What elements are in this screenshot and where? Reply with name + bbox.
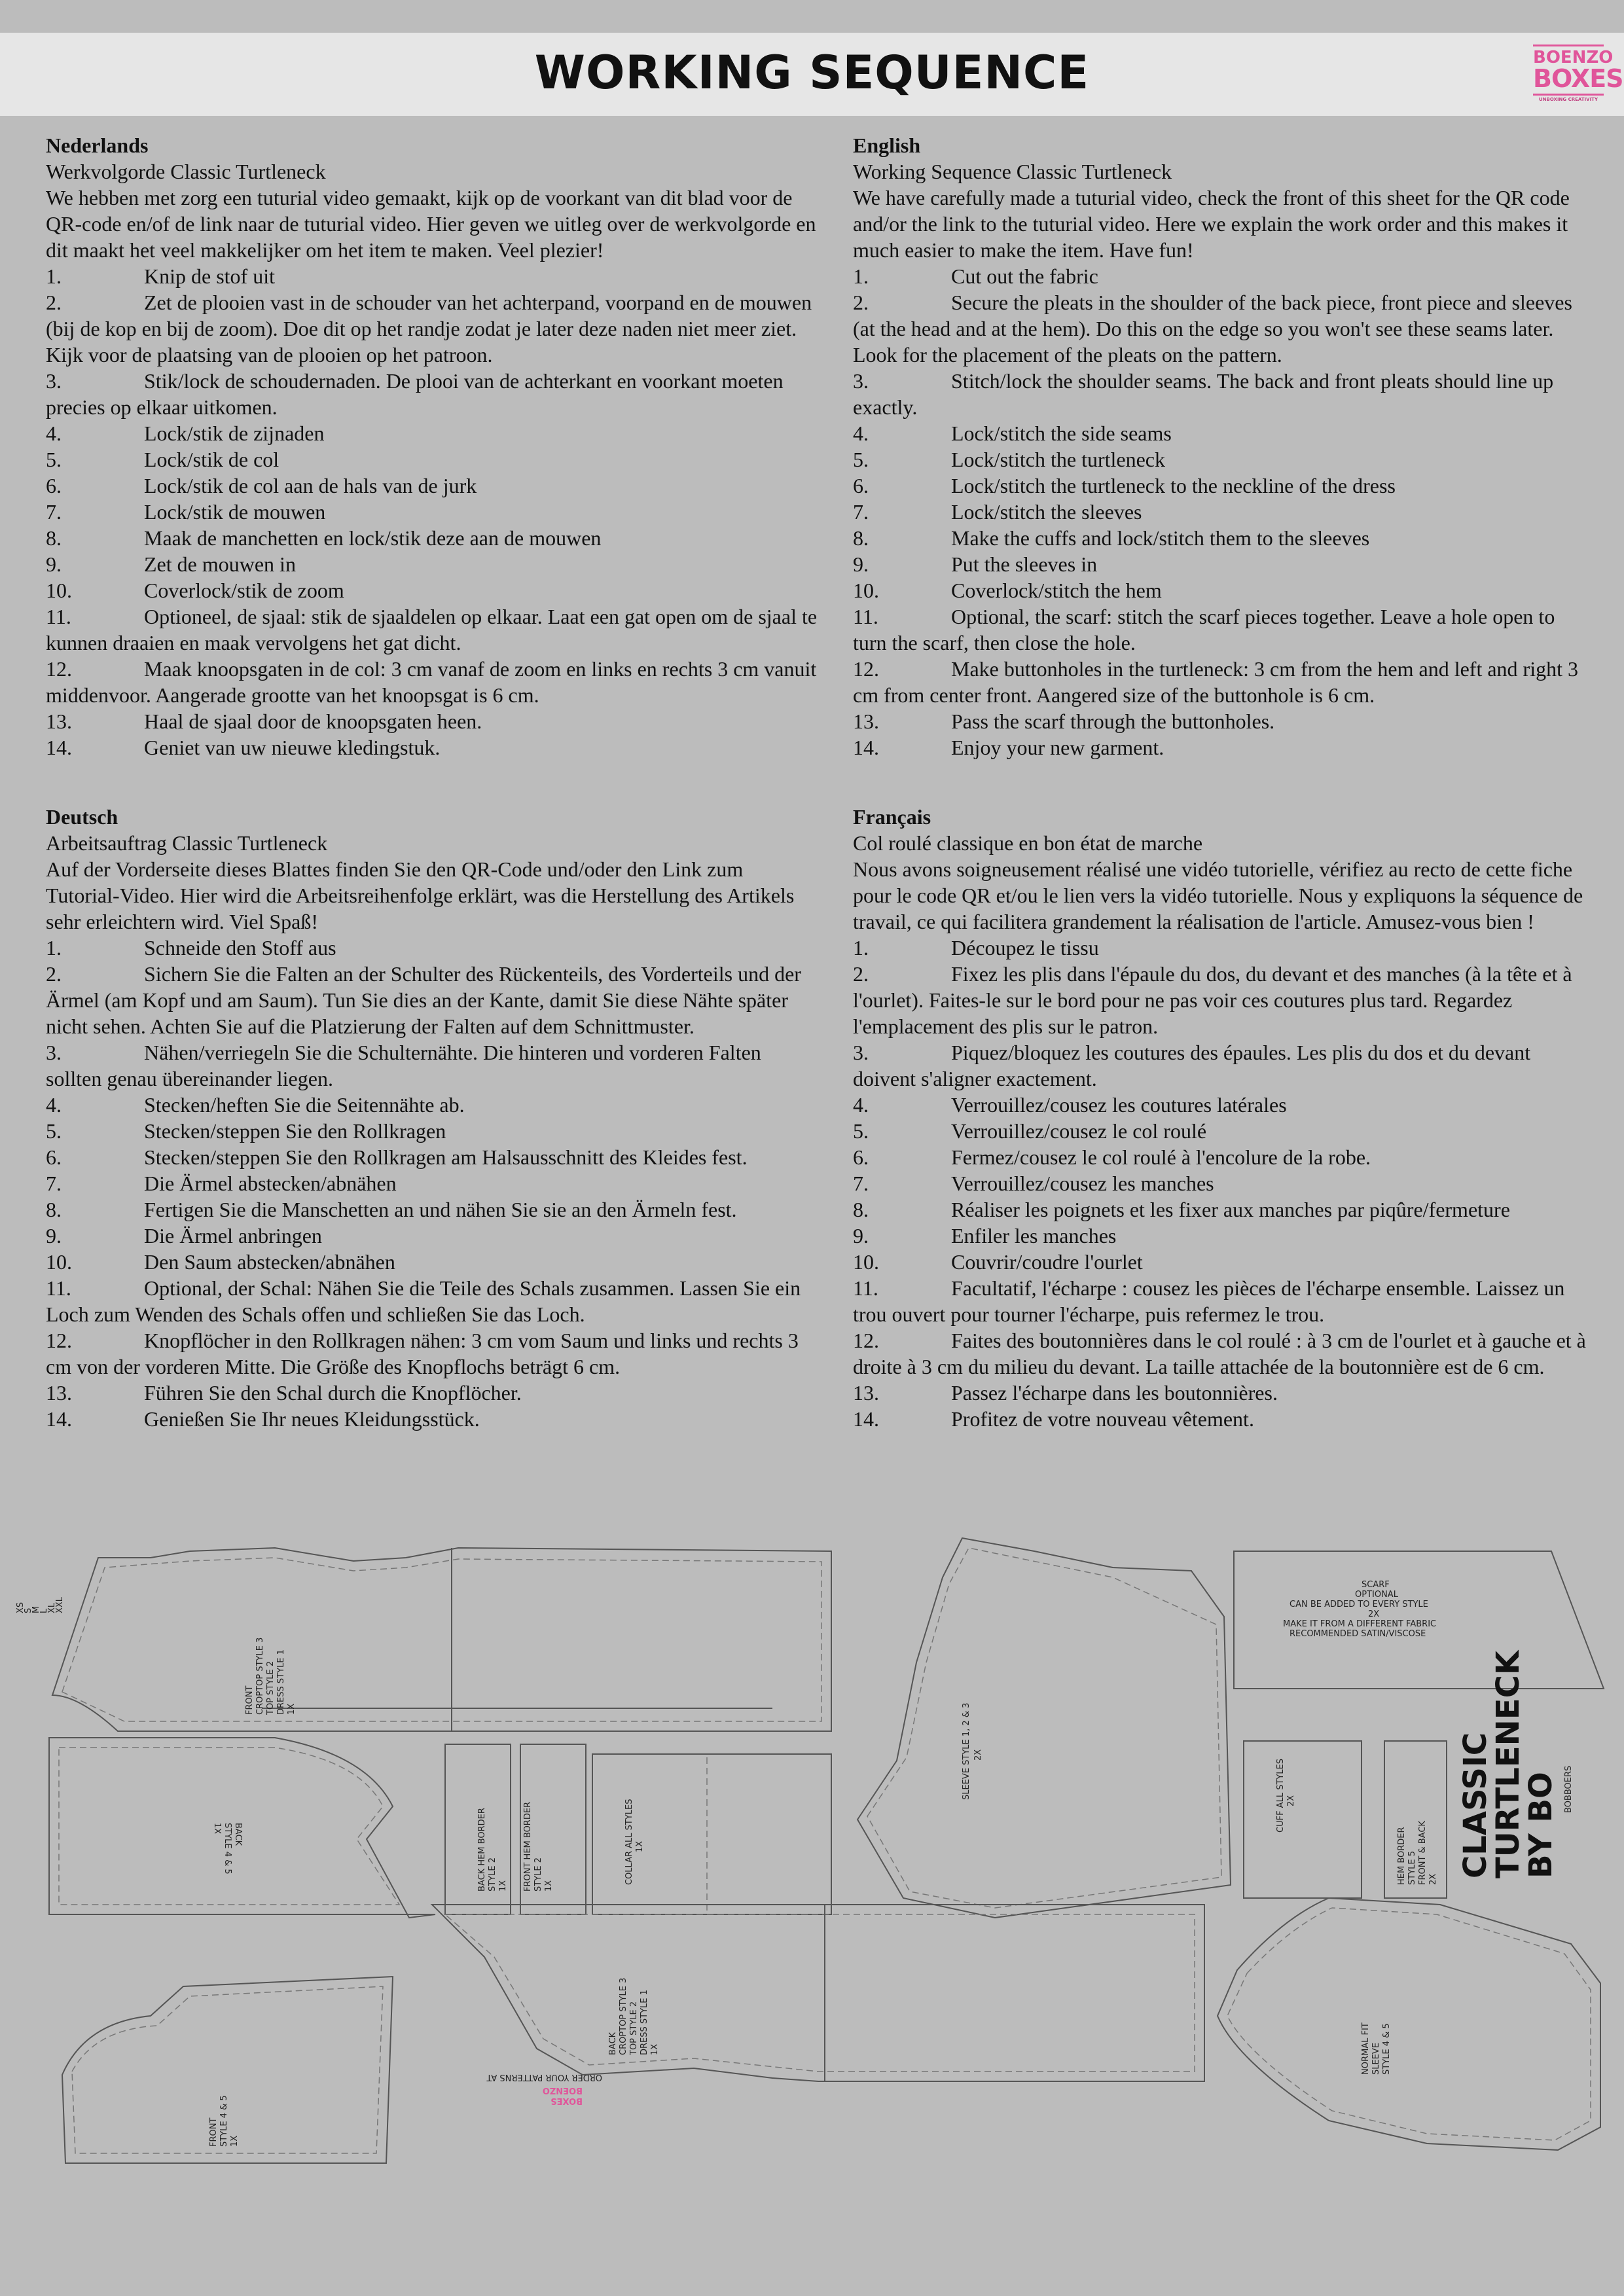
front-hem-line: STYLE 2 xyxy=(533,1857,543,1892)
scarf-line: SCARF xyxy=(1362,1580,1390,1590)
label-front-hem-border xyxy=(523,1802,554,1892)
collar-line: COLLAR ALL STYLES xyxy=(624,1799,634,1885)
section-language: Français xyxy=(853,805,931,829)
step-number: 2. xyxy=(46,962,62,986)
step-number: 7. xyxy=(46,1172,62,1195)
step-number: 14. xyxy=(46,1407,72,1431)
step-text: Passez l'écharpe dans les boutonnières. xyxy=(951,1381,1278,1405)
step-text: Cut out the fabric xyxy=(951,264,1098,288)
step-text: Nähen/verriegeln Sie die Schulternähte. Die hinteren und vorderen Falten sollten genau übereinander liegen. xyxy=(46,1041,761,1090)
step-item xyxy=(46,961,820,1039)
step-item xyxy=(853,1170,1594,1196)
step-item xyxy=(46,1406,820,1432)
step-text: Haal de sjaal door de knoopsgaten heen. xyxy=(144,709,482,733)
step-item xyxy=(853,1327,1594,1380)
step-item xyxy=(46,935,820,961)
step-text: Optional, the scarf: stitch the scarf pieces together. Leave a hole open to turn the scarf, then close the hole. xyxy=(853,605,1555,655)
front-hem-line: FRONT HEM BORDER xyxy=(523,1801,533,1892)
sleeve-line: SLEEVE STYLE 1, 2 & 3 xyxy=(962,1702,971,1800)
step-number: 7. xyxy=(853,500,869,524)
step-text: Geniet van uw nieuwe kledingstuk. xyxy=(144,736,441,759)
step-item xyxy=(853,603,1587,656)
step-item xyxy=(46,1118,820,1144)
step-text: Couvrir/coudre l'ourlet xyxy=(951,1250,1143,1274)
hem5-line: 2X xyxy=(1428,1873,1438,1885)
step-number: 13. xyxy=(853,709,879,733)
step-text: Fixez les plis dans l'épaule du dos, du devant et des manches (à la tête et à l'ourlet). Faites-le sur le bord pour ne pas voir ces coutures plus tard. Regardez l'emplacement des plis sur le patron. xyxy=(853,962,1572,1038)
step-text: Lock/stik de col aan de hals van de jurk xyxy=(144,474,477,497)
step-number: 4. xyxy=(853,1093,869,1117)
back-hem-line: BACK HEM BORDER xyxy=(477,1808,487,1892)
section-intro: Auf der Vorderseite dieses Blattes finden Sie den QR-Code und/oder den Link zum Tutorial-Video. Hier wird die Arbeitsreihenfolge erklärt, was die Herstellung des Artikels sehr erleichtern wird. Viel Spaß! xyxy=(46,857,795,933)
step-item xyxy=(853,577,1587,603)
back-bottom-line: 1X xyxy=(650,2043,660,2055)
pattern-normal-fit-sleeve xyxy=(1218,1898,1600,2150)
step-text: Pass the scarf through the buttonholes. xyxy=(951,709,1275,733)
back-bottom-line: CROPTOP STYLE 3 xyxy=(619,1977,628,2055)
step-text: Verrouillez/cousez le col roulé xyxy=(951,1119,1207,1143)
normal-fit-line: SLEEVE xyxy=(1371,2042,1381,2075)
step-item xyxy=(46,289,820,368)
step-number: 11. xyxy=(46,1276,71,1300)
step-text: Découpez le tissu xyxy=(951,936,1099,960)
step-text: Optional, der Schal: Nähen Sie die Teile des Schals zusammen. Lassen Sie ein Loch zum Wenden des Schals offen und schließen Sie das Loch. xyxy=(46,1276,801,1326)
step-text: Fermez/cousez le col roulé à l'encolure de la robe. xyxy=(951,1145,1371,1169)
step-number: 5. xyxy=(46,448,62,471)
back-bottom-line: TOP STYLE 2 xyxy=(629,2001,639,2055)
step-text: Secure the pleats in the shoulder of the back piece, front piece and sleeves (at the head and at the hem). Do this on the edge so you won't see these seams later. Look for the placement of the pleats on the pattern. xyxy=(853,291,1572,367)
size-label: M xyxy=(31,1605,41,1613)
order-logo-line: BOXES xyxy=(550,2096,583,2106)
step-number: 2. xyxy=(853,962,869,986)
order-text: ORDER YOUR PATTERNS AT xyxy=(486,2072,602,2082)
step-number: 10. xyxy=(46,1250,72,1274)
step-number: 3. xyxy=(853,369,869,393)
cuff-line: CUFF ALL STYLES xyxy=(1276,1758,1286,1833)
step-text: Lock/stik de zijnaden xyxy=(144,422,325,445)
step-number: 1. xyxy=(853,264,869,288)
step-number: 9. xyxy=(853,552,869,576)
step-number: 6. xyxy=(46,1145,62,1169)
section-subtitle: Working Sequence Classic Turtleneck xyxy=(853,160,1172,183)
step-item xyxy=(46,1249,820,1275)
back-bottom-line: DRESS STYLE 1 xyxy=(640,1990,649,2055)
step-number: 5. xyxy=(853,1119,869,1143)
pattern-front-top xyxy=(52,1548,831,1731)
step-text: Make buttonholes in the turtleneck: 3 cm from the hem and left and right 3 cm from center front. Aangered size of the buttonhole is 6 cm. xyxy=(853,657,1578,707)
step-text: Den Saum abstecken/abnähen xyxy=(144,1250,395,1274)
boenzo-boxes-logo xyxy=(1533,45,1623,103)
back-hem-line: STYLE 2 xyxy=(488,1857,497,1892)
step-number: 8. xyxy=(46,526,62,550)
step-item xyxy=(853,263,1587,289)
back-45-line: 1X xyxy=(212,1823,222,1835)
logo-tagline: UNBOXING CREATIVITY xyxy=(1533,94,1604,102)
step-number: 7. xyxy=(853,1172,869,1195)
label-front-top xyxy=(245,1638,297,1715)
label-back-bottom xyxy=(608,1978,660,2056)
step-text: Lock/stitch the turtleneck to the neckline of the dress xyxy=(951,474,1396,497)
hem5-line: STYLE 5 xyxy=(1407,1851,1417,1885)
brand-title xyxy=(1457,1649,1559,1878)
section-subtitle: Arbeitsauftrag Classic Turtleneck xyxy=(46,831,328,855)
label-back-hem-border xyxy=(477,1808,508,1892)
size-label: XXL xyxy=(55,1596,65,1613)
step-text: Zet de mouwen in xyxy=(144,552,296,576)
step-item xyxy=(853,935,1594,961)
step-number: 6. xyxy=(46,474,62,497)
step-text: Piquez/bloquez les coutures des épaules. Les plis du dos et du devant doivent s'aligner exactement. xyxy=(853,1041,1531,1090)
step-item xyxy=(853,1144,1594,1170)
step-item xyxy=(853,1275,1594,1327)
front-45-line: STYLE 4 & 5 xyxy=(219,2095,229,2147)
size-label: XS xyxy=(16,1602,26,1613)
step-number: 12. xyxy=(853,1329,879,1352)
step-text: Maak de manchetten en lock/stik deze aan de mouwen xyxy=(144,526,602,550)
step-item xyxy=(46,446,820,473)
step-number: 9. xyxy=(46,1224,62,1247)
step-item xyxy=(46,1196,820,1223)
page-title: WORKING SEQUENCE xyxy=(534,46,1090,99)
step-item xyxy=(46,263,820,289)
step-item xyxy=(46,525,820,551)
step-item xyxy=(46,473,820,499)
pattern-sleeve xyxy=(857,1538,1231,1918)
step-number: 8. xyxy=(853,526,869,550)
step-item xyxy=(853,708,1587,734)
step-text: Enfiler les manches xyxy=(951,1224,1117,1247)
step-text: Coverlock/stitch the hem xyxy=(951,579,1162,602)
section-nederlands xyxy=(46,132,820,761)
step-number: 11. xyxy=(46,605,71,628)
step-number: 13. xyxy=(46,709,72,733)
label-back-45 xyxy=(212,1823,243,1874)
step-number: 13. xyxy=(853,1381,879,1405)
step-item xyxy=(46,368,820,420)
back-45-line: BACK xyxy=(233,1823,243,1846)
step-item xyxy=(46,1039,820,1092)
step-number: 14. xyxy=(853,736,879,759)
step-item xyxy=(853,525,1587,551)
step-item xyxy=(46,551,820,577)
step-item xyxy=(46,577,820,603)
step-number: 5. xyxy=(853,448,869,471)
pattern-cuff xyxy=(1244,1741,1362,1898)
scarf-line: CAN BE ADDED TO EVERY STYLE xyxy=(1290,1600,1428,1609)
section-intro: We hebben met zorg een tuturial video gemaakt, kijk op de voorkant van dit blad voor de QR-code en/of de link naar de tuturial video. Hier geven we uitleg over de werkvolgorde en dit maakt het veel makkelijker om het item te maken. Veel plezier! xyxy=(46,186,816,262)
step-number: 10. xyxy=(853,1250,879,1274)
step-item xyxy=(853,734,1587,761)
step-item xyxy=(853,1223,1594,1249)
step-number: 8. xyxy=(853,1198,869,1221)
step-text: Lock/stitch the turtleneck xyxy=(951,448,1165,471)
cuff-line: 2X xyxy=(1286,1795,1296,1806)
brand-small: BOBBOERS xyxy=(1564,1765,1574,1813)
step-item xyxy=(853,473,1587,499)
step-number: 10. xyxy=(853,579,879,602)
step-item xyxy=(853,420,1587,446)
step-number: 9. xyxy=(46,552,62,576)
front-top-line: 1X xyxy=(287,1703,297,1715)
step-item xyxy=(853,1380,1594,1406)
step-item xyxy=(46,734,820,761)
step-number: 1. xyxy=(46,264,62,288)
step-text: Optioneel, de sjaal: stik de sjaaldelen op elkaar. Laat een gat open om de sjaal te kunnen draaien en maak vervolgens het gat dicht. xyxy=(46,605,818,655)
step-number: 13. xyxy=(46,1381,72,1405)
step-item xyxy=(853,446,1587,473)
step-number: 1. xyxy=(853,936,869,960)
step-text: Schneide den Stoff aus xyxy=(144,936,336,960)
scarf-line: RECOMMENDED SATIN/VISCOSE xyxy=(1290,1629,1426,1639)
order-logo-line: BOENZO xyxy=(542,2085,583,2095)
step-item xyxy=(46,656,820,708)
step-item xyxy=(853,289,1587,368)
step-number: 8. xyxy=(46,1198,62,1221)
step-number: 12. xyxy=(853,657,879,681)
step-number: 3. xyxy=(46,1041,62,1064)
step-text: Stecken/steppen Sie den Rollkragen xyxy=(144,1119,446,1143)
step-item xyxy=(46,1092,820,1118)
step-item xyxy=(853,368,1587,420)
step-number: 4. xyxy=(46,1093,62,1117)
step-text: Enjoy your new garment. xyxy=(951,736,1164,759)
back-45-line: STYLE 4 & 5 xyxy=(223,1823,232,1874)
section-deutsch xyxy=(46,804,820,1432)
step-text: Stitch/lock the shoulder seams. The back and front pleats should line up exactly. xyxy=(853,369,1554,419)
hem5-line: HEM BORDER xyxy=(1397,1827,1407,1885)
section-english xyxy=(853,132,1587,761)
brand-line: CLASSIC xyxy=(1457,1732,1494,1878)
step-item xyxy=(46,1170,820,1196)
step-number: 14. xyxy=(853,1407,879,1431)
step-text: Zet de plooien vast in de schouder van het achterpand, voorpand en de mouwen (bij de kop en bij de zoom). Doe dit op het randje zodat je later deze naden niet meer ziet. Kijk voor de plaatsing van de plooien op het patroon. xyxy=(46,291,812,367)
step-text: Lock/stik de mouwen xyxy=(144,500,326,524)
step-text: Stecken/steppen Sie den Rollkragen am Halsausschnitt des Kleides fest. xyxy=(144,1145,748,1169)
header-band xyxy=(0,33,1624,116)
label-cuff xyxy=(1276,1759,1296,1833)
front-45-line: FRONT xyxy=(209,2117,219,2147)
step-item xyxy=(853,551,1587,577)
front-top-line: TOP STYLE 2 xyxy=(266,1660,276,1715)
step-text: Coverlock/stik de zoom xyxy=(144,579,344,602)
hem5-line: FRONT & BACK xyxy=(1418,1821,1428,1885)
section-language: English xyxy=(853,134,921,157)
front-top-line: DRESS STYLE 1 xyxy=(276,1649,286,1715)
brand-line: TURTLENECK xyxy=(1490,1650,1526,1878)
step-item xyxy=(46,1380,820,1406)
step-text: Faites des boutonnières dans le col roulé : à 3 cm de l'ourlet et à gauche et à droite à 3 cm du milieu du devant. La taille attachée de la boutonnière est de 6 cm. xyxy=(853,1329,1586,1378)
step-item xyxy=(853,1196,1594,1223)
step-number: 4. xyxy=(46,422,62,445)
step-text: Genießen Sie Ihr neues Kleidungsstück. xyxy=(144,1407,480,1431)
step-text: Verrouillez/cousez les manches xyxy=(951,1172,1214,1195)
step-text: Lock/stik de col xyxy=(144,448,280,471)
size-label: S xyxy=(24,1607,33,1613)
step-text: Réaliser les poignets et les fixer aux manches par piqûre/fermeture xyxy=(951,1198,1510,1221)
step-text: Maak knoopsgaten in de col: 3 cm vanaf de zoom en links en rechts 3 cm vanuit middenvoor. Aangerade grootte van het knoopsgat is 6 cm. xyxy=(46,657,817,707)
step-number: 2. xyxy=(46,291,62,314)
section-intro: We have carefully made a tuturial video, check the front of this sheet for the QR code and/or the link to the tuturial video. Here we explain the work order and this makes it much easier to make the item. Have fun! xyxy=(853,186,1570,262)
step-text: Stik/lock de schoudernaden. De plooi van de achterkant en voorkant moeten precies op elkaar uitkomen. xyxy=(46,369,784,419)
back-bottom-line: BACK xyxy=(608,2032,618,2055)
section-francais xyxy=(853,804,1594,1432)
scarf-line: OPTIONAL xyxy=(1355,1590,1398,1600)
step-text: Make the cuffs and lock/stitch them to the sleeves xyxy=(951,526,1370,550)
front-hem-line: 1X xyxy=(544,1880,554,1892)
front-top-line: FRONT xyxy=(245,1685,255,1715)
step-item xyxy=(46,1327,820,1380)
step-text: Facultatif, l'écharpe : cousez les pièces de l'écharpe ensemble. Laissez un trou ouvert pour tourner l'écharpe, puis refermez le trou. xyxy=(853,1276,1565,1326)
step-item xyxy=(853,961,1594,1039)
label-hem-border-5 xyxy=(1397,1821,1438,1885)
label-scarf xyxy=(1283,1580,1436,1639)
step-text: Fertigen Sie die Manschetten an und nähen Sie sie an den Ärmeln fest. xyxy=(144,1198,737,1221)
step-text: Put the sleeves in xyxy=(951,552,1098,576)
step-item xyxy=(853,499,1587,525)
step-text: Sichern Sie die Falten an der Schulter des Rückenteils, des Vorderteils und der Ärmel (am Kopf und am Saum). Tun Sie dies an der Kante, damit Sie diese Nähte später nicht sehen. Achten Sie auf die Platzierung der Falten auf dem Schnittmuster. xyxy=(46,962,801,1038)
scarf-line: MAKE IT FROM A DIFFERENT FABRIC xyxy=(1283,1619,1437,1629)
section-intro: Nous avons soigneusement réalisé une vidéo tutorielle, vérifiez au recto de cette fiche pour le code QR et/ou le lien vers la vidéo tutorielle. Nous y expliquons la séquence de travail, ce qui facilitera grandement la réalisation de l'article. Amusez-vous bien ! xyxy=(853,857,1583,933)
normal-fit-line: STYLE 4 & 5 xyxy=(1382,2023,1392,2075)
normal-fit-line: NORMAL FIT xyxy=(1361,2022,1371,2075)
section-subtitle: Werkvolgorde Classic Turtleneck xyxy=(46,160,326,183)
step-number: 12. xyxy=(46,1329,72,1352)
step-item xyxy=(46,1223,820,1249)
step-item xyxy=(46,708,820,734)
step-number: 6. xyxy=(853,474,869,497)
step-item xyxy=(853,1092,1594,1118)
step-item xyxy=(853,1249,1594,1275)
step-item xyxy=(46,1144,820,1170)
step-text: Stecken/heften Sie die Seitennähte ab. xyxy=(144,1093,465,1117)
step-text: Die Ärmel anbringen xyxy=(144,1224,322,1247)
pattern-back-bottom xyxy=(432,1905,1204,2081)
step-text: Die Ärmel abstecken/abnähen xyxy=(144,1172,397,1195)
section-language: Deutsch xyxy=(46,805,118,829)
label-collar xyxy=(624,1799,645,1885)
label-normal-fit xyxy=(1361,2022,1392,2075)
step-text: Lock/stitch the sleeves xyxy=(951,500,1142,524)
step-text: Führen Sie den Schal durch die Knopflöcher. xyxy=(144,1381,522,1405)
front-45-line: 1X xyxy=(230,2135,240,2147)
step-item xyxy=(853,656,1587,708)
collar-line: 1X xyxy=(635,1840,645,1852)
label-front-45 xyxy=(209,2095,240,2147)
step-item xyxy=(853,1118,1594,1144)
step-text: Verrouillez/cousez les coutures latérales xyxy=(951,1093,1287,1117)
step-number: 11. xyxy=(853,1276,878,1300)
pattern-pieces xyxy=(0,1499,1624,2296)
step-text: Profitez de votre nouveau vêtement. xyxy=(951,1407,1254,1431)
step-number: 1. xyxy=(46,936,62,960)
section-language: Nederlands xyxy=(46,134,149,157)
step-number: 6. xyxy=(853,1145,869,1169)
step-number: 2. xyxy=(853,291,869,314)
size-label: XL xyxy=(47,1602,57,1613)
logo-line1: BOENZO xyxy=(1533,45,1604,66)
step-number: 9. xyxy=(853,1224,869,1247)
back-hem-line: 1X xyxy=(498,1880,508,1892)
step-item xyxy=(46,420,820,446)
step-number: 4. xyxy=(853,422,869,445)
step-item xyxy=(46,1275,820,1327)
step-number: 11. xyxy=(853,605,878,628)
step-number: 14. xyxy=(46,736,72,759)
step-text: Lock/stitch the side seams xyxy=(951,422,1172,445)
step-item xyxy=(46,603,820,656)
step-number: 10. xyxy=(46,579,72,602)
scarf-line: 2X xyxy=(1368,1609,1380,1619)
step-number: 3. xyxy=(46,369,62,393)
label-sleeve xyxy=(962,1703,983,1800)
brand-line: BY BO xyxy=(1523,1772,1559,1878)
front-top-line: CROPTOP STYLE 3 xyxy=(255,1637,265,1715)
step-item xyxy=(853,1406,1594,1432)
step-item xyxy=(46,499,820,525)
size-labels xyxy=(16,1596,65,1613)
sleeve-line: 2X xyxy=(973,1749,983,1761)
step-number: 3. xyxy=(853,1041,869,1064)
step-item xyxy=(853,1039,1594,1092)
step-number: 12. xyxy=(46,657,72,681)
section-subtitle: Col roulé classique en bon état de marche xyxy=(853,831,1203,855)
step-text: Knopflöcher in den Rollkragen nähen: 3 cm vom Saum und links und rechts 3 cm von der vorderen Mitte. Die Größe des Knopflochs beträgt 6 cm. xyxy=(46,1329,799,1378)
logo-line2: BOXES xyxy=(1533,64,1623,93)
order-logo xyxy=(486,2072,602,2106)
step-text: Knip de stof uit xyxy=(144,264,275,288)
step-number: 5. xyxy=(46,1119,62,1143)
step-number: 7. xyxy=(46,500,62,524)
size-label: L xyxy=(39,1608,49,1613)
